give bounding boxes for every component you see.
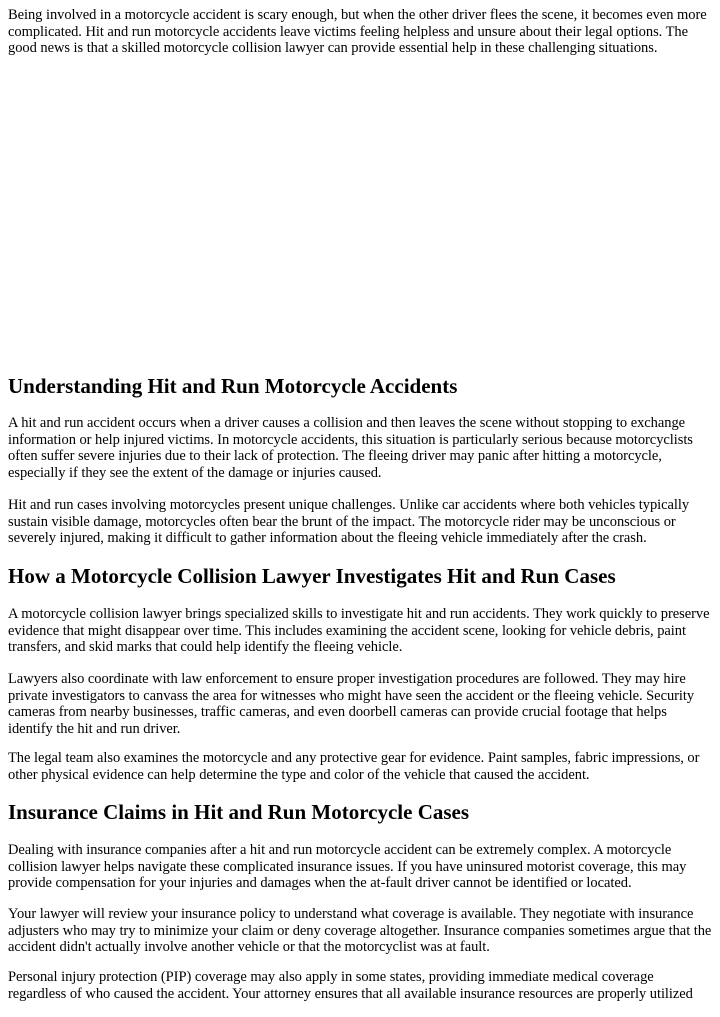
section-paragraph: Dealing with insurance companies after a hit and run motorcycle accident can be extremely complex. A motorcycle collision lawyer helps navigate these complicated insurance issues. If you have uninsured motorist coverage, this may provide compensation for your injuries and damages when the at-fault driver cannot be identified or located. bbox=[8, 842, 687, 892]
blank-media-area bbox=[8, 66, 714, 356]
section-heading-understanding: Understanding Hit and Run Motorcycle Accidents bbox=[8, 374, 458, 398]
section-paragraph: A motorcycle collision lawyer brings specialized skills to investigate hit and run accidents. They work quickly to preserve evidence that might disappear over time. This includes examining the accident scene, looking for vehicle debris, paint transfers, and skid marks that could help identify the fleeing vehicle. bbox=[8, 606, 710, 656]
section-paragraph: A hit and run accident occurs when a driver causes a collision and then leaves the scene without stopping to exchange information or help injured victims. In motorcycle accidents, this situation is particularly serious because motorcyclists often suffer severe injuries due to their lack of protection. The fleeing driver may panic after hitting a motorcycle, especially if they see the extent of the damage or injuries caused. bbox=[8, 415, 693, 481]
section-paragraph: Lawyers also coordinate with law enforcement to ensure proper investigation procedures are followed. They may hire private investigators to canvass the area for witnesses who might have seen the accident or the fleeing vehicle. Security cameras from nearby businesses, traffic cameras, and even doorbell cameras can provide crucial footage that helps identify the hit and run driver. bbox=[8, 671, 695, 737]
section-paragraph: Personal injury protection (PIP) coverage may also apply in some states, providing immediate medical coverage regardless of who caused the accident. Your attorney ensures that all available insurance resources are properly utilized bbox=[8, 969, 693, 1002]
section-paragraph: Hit and run cases involving motorcycles present unique challenges. Unlike car accidents where both vehicles typically sustain visible damage, motorcycles often bear the brunt of the impact. The motorcycle rider may be unconscious or severely injured, making it difficult to gather information about the fleeing vehicle immediately after the crash. bbox=[8, 497, 690, 547]
section-heading-investigation: How a Motorcycle Collision Lawyer Investigates Hit and Run Cases bbox=[8, 564, 616, 588]
intro-paragraph: Being involved in a motorcycle accident is scary enough, but when the other driver flees the scene, it becomes even more complicated. Hit and run motorcycle accidents leave victims feeling helpless and unsure about their legal options. The good news is that a skilled motorcycle collision lawyer can provide essential help in these challenging situations. bbox=[8, 7, 707, 57]
section-paragraph: The legal team also examines the motorcycle and any protective gear for evidence. Paint samples, fabric impressions, or other physical evidence can help determine the type and color of the vehicle that caused the accident. bbox=[8, 750, 700, 783]
section-heading-insurance: Insurance Claims in Hit and Run Motorcycle Cases bbox=[8, 800, 470, 824]
section-paragraph: Your lawyer will review your insurance policy to understand what coverage is available. They negotiate with insurance adjusters who may try to minimize your claim or deny coverage altogether. Insurance companies sometimes argue that the accident didn't actually involve another vehicle or that the motorcyclist was at fault. bbox=[8, 906, 712, 956]
